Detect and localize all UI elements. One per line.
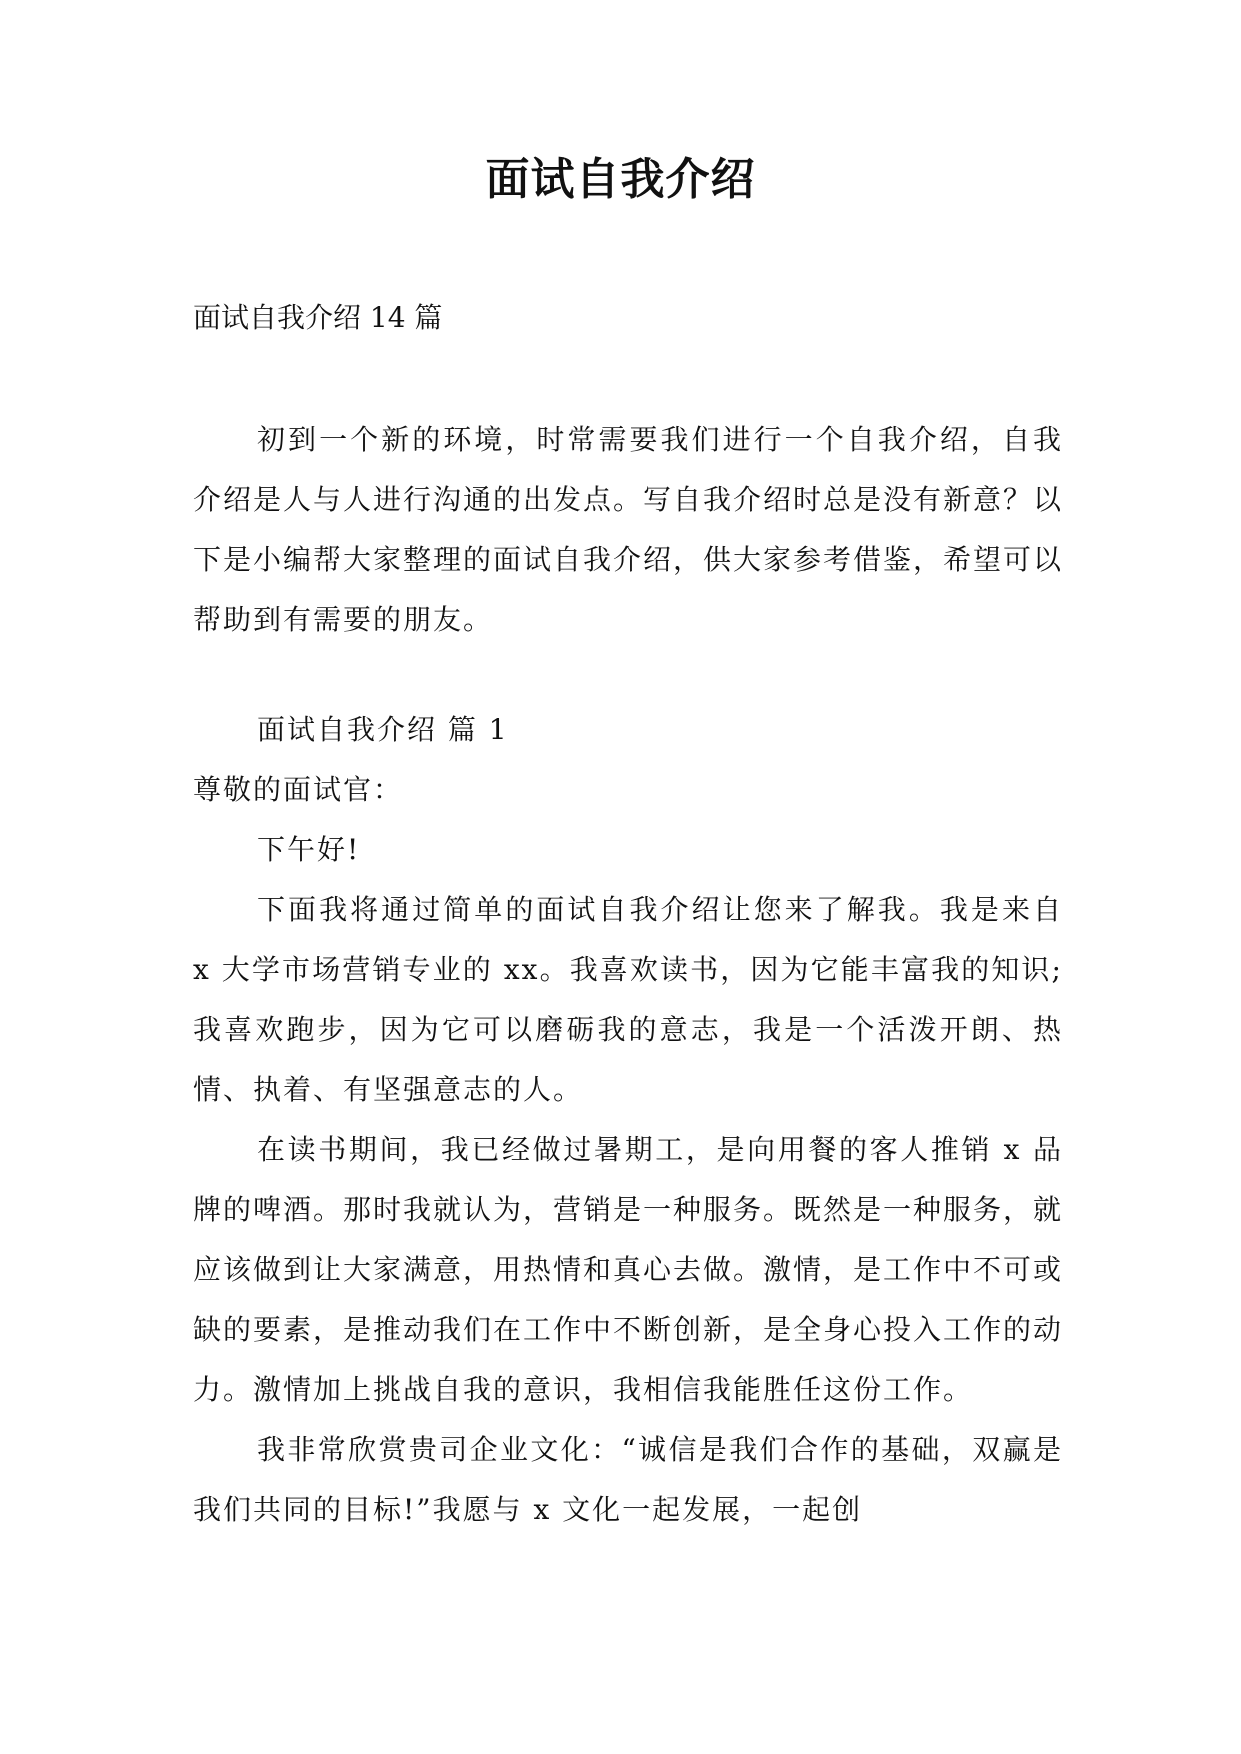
section-heading: 面试自我介绍 篇 1 [257,713,509,746]
body-paragraph-3: 我非常欣赏贵司企业文化：“诚信是我们合作的基础，双赢是我们共同的目标!”我愿与 x 文化一起发展，一起创 [193,1433,1063,1526]
section-1 [193,700,1063,1540]
intro-paragraph: 初到一个新的环境，时常需要我们进行一个自我介绍，自我介绍是人与人进行沟通的出发点。写自我介绍时总是没有新意？以下是小编帮大家整理的面试自我介绍，供大家参考借鉴，希望可以帮助到有需要的朋友。 [193,423,1064,636]
document-title: 面试自我介绍 [485,154,756,205]
salutation: 尊敬的面试官： [193,773,404,806]
body-paragraph-2: 在读书期间，我已经做过暑期工，是向用餐的客人推销 x 品牌的啤酒。那时我就认为，营销是一种服务。既然是一种服务，就应该做到让大家满意，用热情和真心去做。激情，是工作中不可或缺的要素，是推动我们在工作中不断创新，是全身心投入工作的动力。激情加上挑战自我的意识，我相信我能胜任这份工作。 [193,1133,1064,1406]
document-subtitle: 面试自我介绍 14 篇 [193,301,443,334]
greeting: 下午好! [257,833,361,866]
body-paragraph-1: 下面我将通过简单的面试自我介绍让您来了解我。我是来自 x 大学市场营销专业的 xx。我喜欢读书，因为它能丰富我的知识;我喜欢跑步，因为它可以磨砺我的意志，我是一个活泼开朗、热情、执着、有坚强意志的人。 [193,893,1063,1106]
